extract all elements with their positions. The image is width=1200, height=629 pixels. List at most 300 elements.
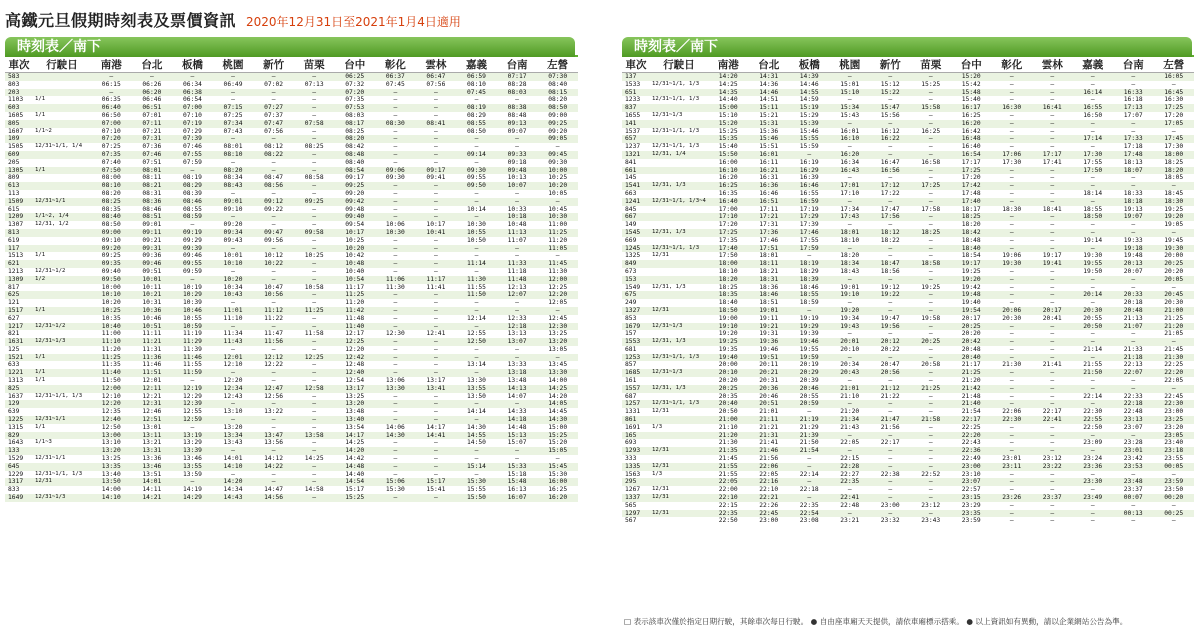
time-cell: — bbox=[393, 236, 398, 244]
time-cell: 10:21 bbox=[132, 291, 173, 299]
time-cell: 08:29 bbox=[467, 111, 486, 119]
time-cell: — bbox=[375, 198, 416, 206]
train-number-cell: 121 bbox=[8, 299, 20, 307]
time-cell: — bbox=[190, 377, 195, 385]
time-cell: — bbox=[1009, 221, 1014, 229]
time-cell: 13:13 bbox=[507, 330, 527, 338]
time-cell: 21:18 bbox=[1113, 354, 1154, 362]
time-cell: 23:00 bbox=[759, 517, 779, 525]
service-day-cell: 1/1 bbox=[33, 167, 91, 175]
time-cell: — bbox=[870, 120, 911, 128]
train-number-cell: 1221 bbox=[5, 369, 33, 377]
time-cell: 11:20 bbox=[101, 345, 121, 353]
service-day-cell: 12/31, 1/3 bbox=[650, 229, 708, 237]
time-cell: 07:55 bbox=[172, 151, 213, 159]
time-cell: 22:48 bbox=[1123, 408, 1143, 416]
time-cell: — bbox=[312, 299, 317, 307]
train-number-cell: 203 bbox=[5, 89, 33, 97]
time-cell: — bbox=[253, 167, 294, 175]
time-cell: 15:00 bbox=[708, 104, 749, 112]
time-cell: — bbox=[928, 143, 933, 151]
time-cell: 22:41 bbox=[830, 494, 871, 502]
time-cell: — bbox=[434, 455, 438, 463]
table-row bbox=[5, 369, 578, 377]
table-row bbox=[5, 128, 578, 136]
time-cell: 15:10 bbox=[830, 89, 871, 97]
time-cell: — bbox=[434, 361, 438, 369]
time-cell: 16:55 bbox=[1073, 104, 1114, 112]
time-cell: 11:18 bbox=[507, 267, 527, 275]
service-day-cell bbox=[650, 315, 708, 323]
time-cell: — bbox=[375, 447, 416, 455]
time-cell: 22:06 bbox=[749, 463, 790, 471]
time-cell: 20:19 bbox=[799, 361, 819, 369]
service-day-cell bbox=[33, 245, 91, 253]
time-cell: — bbox=[1032, 432, 1073, 440]
time-cell: 15:30 bbox=[385, 486, 405, 494]
time-cell: — bbox=[312, 345, 317, 353]
time-cell: — bbox=[888, 486, 893, 494]
time-cell: — bbox=[294, 369, 335, 377]
time-cell: 14:01 bbox=[223, 455, 243, 463]
time-cell: 20:56 bbox=[870, 369, 911, 377]
train-number-cell: 1321 bbox=[622, 151, 650, 159]
time-cell: 20:50 bbox=[1073, 323, 1114, 331]
time-cell: 19:35 bbox=[718, 345, 738, 353]
timetable-body-left bbox=[5, 73, 578, 502]
time-cell: 10:48 bbox=[334, 260, 375, 268]
time-cell: 11:20 bbox=[345, 299, 365, 307]
time-cell: 22:05 bbox=[1164, 377, 1184, 385]
time-cell: 12:21 bbox=[142, 392, 162, 400]
service-day-cell bbox=[650, 439, 708, 447]
time-cell: 20:05 bbox=[1154, 276, 1195, 284]
time-cell: 15:45 bbox=[537, 463, 578, 471]
time-cell: 07:00 bbox=[172, 104, 213, 112]
time-cell: — bbox=[253, 416, 294, 424]
train-number-cell: 1267 bbox=[625, 486, 641, 494]
time-cell: — bbox=[1032, 323, 1073, 331]
time-cell: 16:18 bbox=[1123, 96, 1143, 104]
train-number-cell: 1309 bbox=[5, 276, 33, 284]
time-cell: 11:58 bbox=[304, 330, 324, 338]
time-cell: 16:20 bbox=[718, 174, 738, 182]
time-cell: 18:58 bbox=[911, 260, 952, 268]
table-row bbox=[5, 354, 578, 362]
service-day-cell: 12/31 bbox=[33, 478, 91, 486]
time-cell: 14:54 bbox=[334, 478, 375, 486]
time-cell: — bbox=[1131, 174, 1136, 182]
time-cell: 07:15 bbox=[213, 104, 254, 112]
time-cell: 16:20 bbox=[537, 494, 578, 502]
time-cell: 14:46 bbox=[749, 89, 790, 97]
time-cell: 15:40 bbox=[961, 96, 981, 104]
time-cell: — bbox=[911, 276, 952, 284]
table-row bbox=[5, 159, 578, 167]
time-cell: 10:29 bbox=[172, 291, 213, 299]
time-cell: 23:48 bbox=[1113, 478, 1154, 486]
time-cell: 19:30 bbox=[1154, 245, 1195, 253]
column-header: 台北 bbox=[132, 57, 173, 73]
panel-header bbox=[622, 37, 1194, 57]
time-cell: 17:20 bbox=[718, 221, 738, 229]
time-cell: — bbox=[1154, 385, 1195, 393]
time-cell: 07:58 bbox=[294, 120, 335, 128]
time-cell: 14:13 bbox=[497, 385, 538, 393]
time-cell: — bbox=[416, 494, 457, 502]
table-row bbox=[622, 268, 1194, 276]
time-cell: — bbox=[992, 276, 1033, 284]
table-row bbox=[5, 315, 578, 323]
time-cell: 19:19 bbox=[799, 314, 819, 322]
time-cell: 20:07 bbox=[1123, 267, 1143, 275]
time-cell: — bbox=[312, 392, 317, 400]
time-cell: 18:51 bbox=[759, 299, 779, 307]
time-cell: 23:30 bbox=[1073, 478, 1114, 486]
time-cell: — bbox=[1090, 299, 1095, 307]
time-cell: 14:10 bbox=[91, 494, 132, 502]
time-cell: 14:41 bbox=[416, 432, 457, 440]
time-cell: 21:41 bbox=[759, 439, 779, 447]
table-header-row bbox=[622, 57, 1194, 73]
time-cell: 13:05 bbox=[548, 345, 568, 353]
time-cell: — bbox=[456, 447, 497, 455]
time-cell: 18:10 bbox=[718, 267, 738, 275]
time-cell: 13:35 bbox=[91, 463, 132, 471]
table-row bbox=[5, 432, 578, 440]
time-cell: 10:35 bbox=[101, 314, 121, 322]
time-cell: 22:05 bbox=[840, 439, 860, 447]
time-cell: 17:48 bbox=[1113, 151, 1154, 159]
time-cell: 08:36 bbox=[132, 198, 173, 206]
table-row bbox=[5, 416, 578, 424]
service-day-cell bbox=[650, 330, 708, 338]
time-cell: — bbox=[870, 151, 911, 159]
time-cell: 16:01 bbox=[749, 151, 790, 159]
time-cell: 15:51 bbox=[759, 143, 779, 151]
service-day-cell bbox=[33, 408, 91, 416]
time-cell: — bbox=[911, 198, 952, 206]
train-number-cell: 113 bbox=[8, 189, 20, 197]
time-cell: — bbox=[253, 135, 294, 143]
time-cell: — bbox=[474, 143, 479, 151]
time-cell: 08:10 bbox=[467, 80, 486, 88]
time-cell: 08:47 bbox=[264, 174, 284, 182]
time-cell: — bbox=[911, 151, 952, 159]
time-cell: 16:56 bbox=[870, 167, 911, 175]
train-number-cell: 1237 bbox=[625, 143, 641, 151]
time-cell: — bbox=[1171, 501, 1176, 509]
time-cell: 11:55 bbox=[467, 283, 486, 291]
time-cell: — bbox=[416, 416, 457, 424]
table-row bbox=[622, 276, 1194, 284]
time-cell: — bbox=[393, 439, 398, 447]
service-day-cell bbox=[650, 299, 708, 307]
train-number-cell: 1233 bbox=[625, 96, 641, 104]
service-day-cell bbox=[33, 229, 91, 237]
service-day-cell bbox=[650, 120, 708, 128]
time-cell: 22:28 bbox=[830, 463, 871, 471]
time-cell: 13:55 bbox=[172, 463, 213, 471]
time-cell: — bbox=[928, 267, 933, 275]
time-cell: 11:25 bbox=[537, 229, 578, 237]
time-cell: — bbox=[213, 447, 254, 455]
column-header: 苗栗 bbox=[294, 57, 335, 73]
train-number-cell: 639 bbox=[8, 408, 20, 416]
time-cell: 22:14 bbox=[799, 470, 819, 478]
time-cell: 17:50 bbox=[718, 252, 738, 260]
time-cell: 08:41 bbox=[416, 120, 457, 128]
time-cell: 21:39 bbox=[789, 432, 830, 440]
time-cell: — bbox=[1090, 377, 1095, 385]
time-cell: 18:29 bbox=[799, 267, 819, 275]
time-cell: — bbox=[1009, 174, 1014, 182]
time-cell: 13:30 bbox=[537, 369, 578, 377]
time-cell: — bbox=[1050, 423, 1055, 431]
time-cell: 16:36 bbox=[749, 182, 790, 190]
time-cell: 17:10 bbox=[708, 213, 749, 221]
train-number-cell: 567 bbox=[625, 517, 637, 525]
time-cell: 19:12 bbox=[880, 283, 900, 291]
time-cell: 22:16 bbox=[749, 478, 790, 486]
time-cell: — bbox=[1032, 89, 1073, 97]
time-cell: — bbox=[312, 236, 317, 244]
time-cell: — bbox=[434, 158, 438, 166]
time-cell: — bbox=[1032, 354, 1073, 362]
time-cell: 16:40 bbox=[961, 143, 981, 151]
time-cell: 22:30 bbox=[992, 416, 1033, 424]
time-cell: — bbox=[928, 111, 933, 119]
time-cell: — bbox=[294, 260, 335, 268]
service-day-cell bbox=[650, 237, 708, 245]
service-day-cell: 12/31~1/1, 1/3~4 bbox=[650, 198, 708, 206]
time-cell: — bbox=[253, 323, 294, 331]
time-cell: 18:50 bbox=[1073, 213, 1114, 221]
time-cell: 17:43 bbox=[830, 213, 871, 221]
time-cell: 22:10 bbox=[759, 486, 779, 494]
table-row bbox=[622, 73, 1194, 81]
time-cell: — bbox=[456, 354, 497, 362]
time-cell: 07:35 bbox=[345, 96, 365, 104]
time-cell: 17:40 bbox=[708, 245, 749, 253]
time-cell: 20:25 bbox=[951, 323, 992, 331]
time-cell: — bbox=[1171, 517, 1176, 525]
time-cell: 09:46 bbox=[182, 252, 202, 260]
time-cell: — bbox=[213, 400, 254, 408]
table-row bbox=[622, 471, 1194, 479]
time-cell: — bbox=[888, 455, 893, 463]
column-header: 台中 bbox=[334, 57, 375, 73]
column-header: 南港 bbox=[91, 57, 132, 73]
time-cell: 16:19 bbox=[799, 158, 819, 166]
time-cell: — bbox=[1032, 73, 1073, 81]
time-cell: 23:01 bbox=[1002, 455, 1022, 463]
time-cell: — bbox=[497, 447, 538, 455]
service-day-cell: 12/31~1/1, 1/3 bbox=[35, 470, 83, 477]
time-cell: — bbox=[911, 135, 952, 143]
time-cell: 18:20 bbox=[1154, 167, 1195, 175]
service-day-cell: 12/31~1/1, 1/3 bbox=[652, 127, 700, 134]
table-row bbox=[5, 213, 578, 221]
train-number-cell: 681 bbox=[625, 345, 637, 353]
time-cell: 21:30 bbox=[1154, 354, 1195, 362]
service-day-cell: 12/31~1/3 bbox=[33, 494, 91, 502]
time-cell: 21:14 bbox=[1083, 345, 1103, 353]
service-day-cell: 12/31~1/3 bbox=[652, 111, 683, 118]
time-cell: — bbox=[456, 135, 497, 143]
time-cell: 10:17 bbox=[426, 221, 446, 229]
column-header: 板橋 bbox=[789, 57, 830, 73]
time-cell: — bbox=[1009, 439, 1014, 447]
time-cell: — bbox=[474, 455, 479, 463]
time-cell: 08:46 bbox=[142, 205, 162, 213]
time-cell: — bbox=[1032, 276, 1073, 284]
time-cell: — bbox=[888, 143, 893, 151]
time-cell: 13:59 bbox=[182, 470, 202, 478]
time-cell: 08:12 bbox=[264, 143, 284, 151]
time-cell: — bbox=[1113, 276, 1154, 284]
time-cell: — bbox=[928, 408, 933, 416]
table-row bbox=[622, 377, 1194, 385]
time-cell: 09:48 bbox=[497, 167, 538, 175]
time-cell: — bbox=[253, 400, 294, 408]
time-cell: 20:48 bbox=[961, 345, 981, 353]
time-cell: 13:10 bbox=[101, 439, 121, 447]
table-row bbox=[622, 494, 1194, 502]
time-cell: — bbox=[830, 432, 871, 440]
time-cell: 10:40 bbox=[91, 323, 132, 331]
service-day-cell bbox=[650, 89, 708, 97]
time-cell: 09:25 bbox=[334, 182, 375, 190]
time-cell: 14:25 bbox=[345, 439, 365, 447]
time-cell: 17:06 bbox=[992, 151, 1033, 159]
time-cell: — bbox=[416, 369, 457, 377]
time-cell: — bbox=[375, 369, 416, 377]
time-cell: 13:48 bbox=[507, 377, 527, 385]
service-day-cell bbox=[650, 276, 708, 284]
time-cell: — bbox=[271, 267, 276, 275]
time-cell: 12:20 bbox=[537, 291, 578, 299]
time-cell: 17:25 bbox=[708, 229, 749, 237]
time-cell: 23:36 bbox=[1073, 463, 1114, 471]
time-cell: 20:21 bbox=[749, 369, 790, 377]
table-row bbox=[622, 299, 1194, 307]
time-cell: — bbox=[294, 182, 335, 190]
time-cell: 19:00 bbox=[718, 314, 738, 322]
time-cell: — bbox=[393, 158, 398, 166]
time-cell: 16:50 bbox=[1083, 111, 1103, 119]
time-cell: 23:24 bbox=[1083, 455, 1103, 463]
time-cell: 11:51 bbox=[132, 369, 173, 377]
service-day-cell bbox=[33, 315, 91, 323]
time-cell: — bbox=[1009, 80, 1014, 88]
time-cell: 15:35 bbox=[708, 135, 749, 143]
time-cell: — bbox=[1113, 182, 1154, 190]
time-cell: — bbox=[294, 323, 335, 331]
service-day-cell: 12/31, 1/4 bbox=[650, 151, 708, 159]
time-cell: — bbox=[271, 96, 276, 104]
time-cell: 20:12 bbox=[870, 338, 911, 346]
time-cell: — bbox=[312, 377, 317, 385]
time-cell: 13:18 bbox=[497, 369, 538, 377]
time-cell: 11:43 bbox=[213, 338, 254, 346]
time-cell: 18:00 bbox=[1154, 151, 1195, 159]
time-cell: — bbox=[1073, 120, 1114, 128]
time-cell: 13:46 bbox=[132, 463, 173, 471]
time-cell: 15:20 bbox=[708, 120, 749, 128]
page-title-bar bbox=[5, 8, 461, 32]
time-cell: — bbox=[1073, 400, 1114, 408]
time-cell: 07:30 bbox=[537, 73, 578, 81]
time-cell: — bbox=[870, 245, 911, 253]
time-cell: — bbox=[1009, 236, 1014, 244]
time-cell: — bbox=[416, 323, 457, 331]
time-cell: — bbox=[231, 299, 235, 307]
service-day-cell bbox=[650, 432, 708, 440]
time-cell: 10:20 bbox=[101, 299, 121, 307]
time-cell: — bbox=[847, 299, 852, 307]
time-cell: 07:25 bbox=[223, 111, 243, 119]
time-cell: — bbox=[434, 189, 438, 197]
time-cell: — bbox=[928, 423, 933, 431]
time-cell: 17:11 bbox=[759, 205, 779, 213]
train-number-cell: 861 bbox=[622, 416, 650, 424]
time-cell: — bbox=[992, 338, 1033, 346]
time-cell: — bbox=[807, 408, 812, 416]
time-cell: 21:46 bbox=[749, 447, 790, 455]
time-cell: — bbox=[1090, 330, 1095, 338]
time-cell: — bbox=[992, 291, 1033, 299]
time-cell: 10:51 bbox=[132, 323, 173, 331]
time-cell: 15:13 bbox=[497, 432, 538, 440]
time-cell: 21:55 bbox=[708, 463, 749, 471]
time-cell: 18:30 bbox=[1002, 205, 1022, 213]
time-cell: 12:20 bbox=[345, 345, 365, 353]
time-cell: 11:40 bbox=[334, 323, 375, 331]
time-cell: 18:22 bbox=[880, 236, 900, 244]
time-cell: — bbox=[393, 314, 398, 322]
time-cell: — bbox=[434, 408, 438, 416]
time-cell: 13:51 bbox=[142, 470, 162, 478]
time-cell: 09:35 bbox=[91, 260, 132, 268]
time-cell: 17:22 bbox=[880, 189, 900, 197]
time-cell: — bbox=[294, 400, 335, 408]
time-cell: 15:30 bbox=[548, 470, 568, 478]
train-number-cell: 667 bbox=[622, 213, 650, 221]
time-cell: — bbox=[434, 252, 438, 260]
time-cell: 23:07 bbox=[951, 478, 992, 486]
column-header: 彰化 bbox=[992, 57, 1033, 73]
train-number-cell: 845 bbox=[625, 205, 637, 213]
column-header: 新竹 bbox=[870, 57, 911, 73]
time-cell: 15:17 bbox=[345, 486, 365, 494]
time-cell: 13:34 bbox=[213, 432, 254, 440]
time-cell: — bbox=[1050, 96, 1055, 104]
time-cell: — bbox=[456, 307, 497, 315]
time-cell: 11:00 bbox=[101, 330, 121, 338]
time-cell: — bbox=[416, 338, 457, 346]
time-cell: — bbox=[1073, 338, 1114, 346]
time-cell: — bbox=[911, 167, 952, 175]
time-cell: — bbox=[231, 158, 235, 166]
time-cell: 17:41 bbox=[1042, 158, 1062, 166]
time-cell: 18:45 bbox=[1164, 189, 1184, 197]
time-cell: — bbox=[928, 189, 933, 197]
time-cell: 19:11 bbox=[759, 314, 779, 322]
time-cell: 11:25 bbox=[294, 307, 335, 315]
time-cell: — bbox=[911, 494, 952, 502]
time-cell: — bbox=[1113, 73, 1154, 81]
